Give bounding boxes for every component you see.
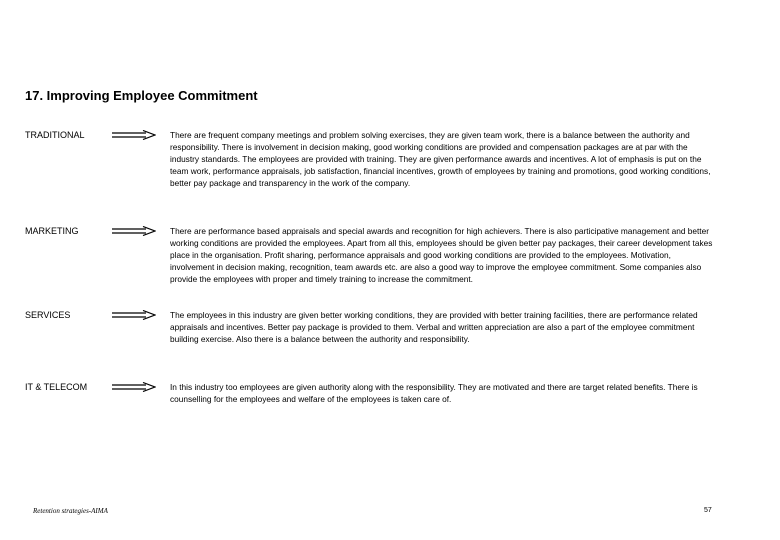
description-traditional: There are frequent company meetings and problem solving exercises, they are given team work, there is a balance between the authority and responsibility. There is involvement in decision making, good working conditions are provided and compensation packages are at par with the industry standards. The employees are provided with training. They are given performance awards and incentives. A lot of emphasis is put on the team work, performance appraisals, job satisfaction, financial incentives, growth of employees by training and promotions, good working conditions, better pay package and transparency in the work of the company.: [170, 130, 711, 188]
page-title: 17. Improving Employee Commitment: [25, 88, 258, 103]
description-marketing: There are performance based appraisals and special awards and recognition for high achievers. There is also participative management and better working conditions are provided the employees. Apart from all this, employees should be given better pay packages, their career development takes place in the organisation. Profit sharing, performance appraisals and good working conditions are provided to the employees. Motivation, involvement in decision making, recognition, team awards etc. are also a good way to improve the employee commitment. Some companies also provide the employees with proper and timely training to increase the commitment.: [170, 226, 713, 284]
double-arrow-icon: [112, 226, 156, 236]
footer-source: Retention strategies-AIMA: [33, 507, 108, 515]
double-arrow-icon: [112, 310, 156, 320]
page-number: 57: [704, 507, 712, 514]
category-label-it-telecom: IT & TELECOM: [25, 382, 88, 392]
description-it-telecom: In this industry too employees are given authority along with the responsibility. They are motivated and there are target related benefits. There is counselling for the employees and welfare of the employees is taken care of.: [170, 382, 698, 404]
category-label-services: SERVICES: [25, 310, 71, 320]
double-arrow-icon: [112, 382, 156, 392]
double-arrow-icon: [112, 130, 156, 140]
category-label-traditional: TRADITIONAL: [25, 130, 85, 140]
category-label-marketing: MARKETING: [25, 226, 79, 236]
description-services: The employees in this industry are given better working conditions, they are provided with better training facilities, there are performance related appraisals and incentives. Better pay package is provided to them. Verbal and written appreciation are also a part of the employee commitment building exercise. Also there is a balance between the authority and responsibility.: [170, 310, 698, 344]
